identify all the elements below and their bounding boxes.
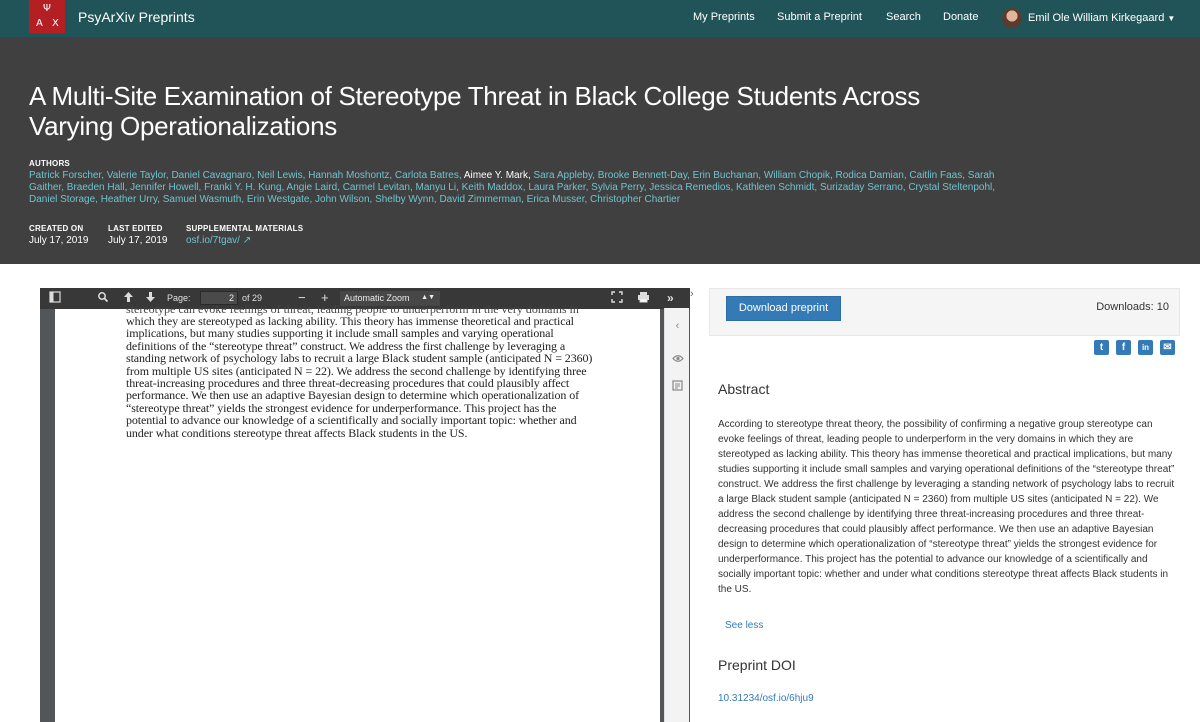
- nav-search[interactable]: Search: [886, 11, 921, 23]
- created-value: July 17, 2019: [29, 235, 89, 246]
- pdf-page: [55, 302, 660, 722]
- page-label: Page:: [167, 293, 191, 303]
- email-icon[interactable]: ✉: [1160, 340, 1175, 355]
- logo-x: X: [52, 18, 59, 29]
- doi-link[interactable]: 10.31234/osf.io/6hju9: [718, 693, 814, 704]
- zoom-in-button[interactable]: +: [321, 290, 329, 305]
- page-total: of 29: [242, 293, 263, 303]
- external-link-icon: ↗: [242, 235, 252, 246]
- page-number-input[interactable]: 2: [200, 291, 238, 305]
- download-preprint-button[interactable]: Download preprint: [726, 296, 841, 321]
- cut-off-line: stereotype can evoke feelings of threat, leading people to underperform in the very domains in: [126, 302, 579, 316]
- brand-link[interactable]: PsyArXiv Preprints: [78, 9, 195, 25]
- logo-a: A: [36, 18, 43, 29]
- print-icon[interactable]: [637, 291, 650, 307]
- authors-label: AUTHORS: [29, 159, 70, 168]
- nav-submit-preprint[interactable]: Submit a Preprint: [777, 11, 862, 23]
- logo-psi: Ψ: [43, 3, 51, 14]
- pdf-page-text: which they are stereotyped as lacking ability. This theory has immense theoretical and practical implications, but many studies supporting it include small samples and varying operational definitions of the “stereotype threat” construct. We address the first challenge by leveraging a standing network of psychology labs to recruit a large Black student sample (anticipated N = 2360) from multiple US sites (anticipated N = 22). We address the second challenge by identifying three threat-increasing procedures and three threat-decreasing procedures that could plausibly affect performance. We then use an adaptive Bayesian design to determine which operationalization of “stereotype threat” yields the strongest evidence for underperformance. This project has the potential to advance our knowledge of a scientifically and socially important topic: whether and under what conditions stereotype threat affects Black students in the US.: [126, 314, 593, 440]
- user-menu[interactable]: [1002, 8, 1175, 28]
- authors-list: [29, 170, 1009, 206]
- see-less-link[interactable]: See less: [725, 620, 764, 631]
- comment-icon[interactable]: [671, 380, 684, 394]
- select-arrows-icon: ▲▼: [421, 294, 435, 301]
- download-panel: [709, 288, 1180, 336]
- edited-label: LAST EDITED: [108, 224, 163, 233]
- abstract-heading: Abstract: [718, 381, 770, 397]
- user-name: Emil Ole William Kirkegaard: [1028, 12, 1165, 24]
- supplemental-link[interactable]: osf.io/7tgav/: [186, 235, 240, 246]
- fullscreen-icon[interactable]: [611, 291, 623, 307]
- created-label: CREATED ON: [29, 224, 84, 233]
- search-icon[interactable]: [97, 291, 109, 307]
- psyarxiv-logo[interactable]: [29, 0, 65, 33]
- authors-linked-2[interactable]: Sara Appleby, Brooke Bennett-Day, Erin Buchanan, William Chopik, Rodica Damian, Caitlin Faas, Sarah Gaither, Braeden Hall, Jennifer Howell, Franki Y. H. Kung, Angie Laird, Carmel Levitan, Manyu Li, Keith Maddox, Laura Parker, Sylvia Perry, Jessica Remedios, Kathleen Schmidt, Surizaday Serrano, Crystal Steltenpohl, Daniel Storage, Heather Urry, Samuel Wasmuth, Erin Westgate, John Wilson, Shelby Wynn, David Zimmerman, Erica Musser, Christopher Chartier: [29, 170, 996, 205]
- chevron-left-icon[interactable]: ‹: [675, 320, 680, 332]
- twitter-icon[interactable]: t: [1094, 340, 1109, 355]
- sidebar-toggle-icon[interactable]: [49, 291, 61, 307]
- abstract-text: According to stereotype threat theory, the possibility of confirming a negative group stereotype can evoke feelings of threat, leading people to underperform in the very domains in which they are stereotyped as lacking ability. This theory has immense theoretical and practical implications, but many studies supporting it include small samples and varying operational definitions of the “stereotype threat” construct. We address the first challenge by leveraging a standing network of psychology labs to recruit a large Black student sample (anticipated N = 2360) from multiple US sites (anticipated N = 22). We address the second challenge by identifying three threat-increasing procedures and three threat-decreasing procedures that could plausibly affect performance. We then use an adaptive Bayesian design to determine which operationalization of “stereotype threat” yields the strongest evidence for underperformance. This project has the potential to advance our knowledge of a scientifically and socially important topic: whether and under what conditions stereotype threat affects Black students in the US.: [718, 419, 1175, 595]
- top-navbar: [0, 0, 1200, 37]
- avatar: [1002, 8, 1022, 28]
- facebook-icon[interactable]: f: [1116, 340, 1131, 355]
- zoom-value: Automatic Zoom: [344, 293, 410, 303]
- preprint-title: A Multi-Site Examination of Stereotype Threat in Black College Students Across Varying Operationalizations: [29, 81, 920, 141]
- zoom-out-button[interactable]: −: [298, 290, 306, 305]
- author-unlinked: Aimee Y. Mark,: [461, 170, 534, 181]
- doi-heading: Preprint DOI: [718, 657, 796, 673]
- caret-down-icon: ▼: [1167, 13, 1176, 23]
- supplemental-label: SUPPLEMENTAL MATERIALS: [186, 224, 304, 233]
- linkedin-icon[interactable]: in: [1138, 340, 1153, 355]
- nav-donate[interactable]: Donate: [943, 11, 979, 23]
- pdf-viewer: [40, 288, 690, 722]
- preprint-header: [0, 37, 1200, 264]
- edited-value: July 17, 2019: [108, 235, 168, 246]
- authors-linked-1[interactable]: Patrick Forscher, Valerie Taylor, Daniel Cavagnaro, Neil Lewis, Hannah Moshontz, Carlota Batres,: [29, 170, 462, 181]
- tools-menu-icon[interactable]: »: [667, 291, 674, 305]
- chevron-right-icon[interactable]: ›: [690, 288, 694, 300]
- supplemental-link-wrap: [186, 235, 251, 246]
- downloads-count: Downloads: 10: [1096, 301, 1169, 313]
- right-tool-strip: [664, 308, 689, 722]
- nav-my-preprints[interactable]: My Preprints: [693, 11, 755, 23]
- eye-icon[interactable]: [671, 354, 684, 366]
